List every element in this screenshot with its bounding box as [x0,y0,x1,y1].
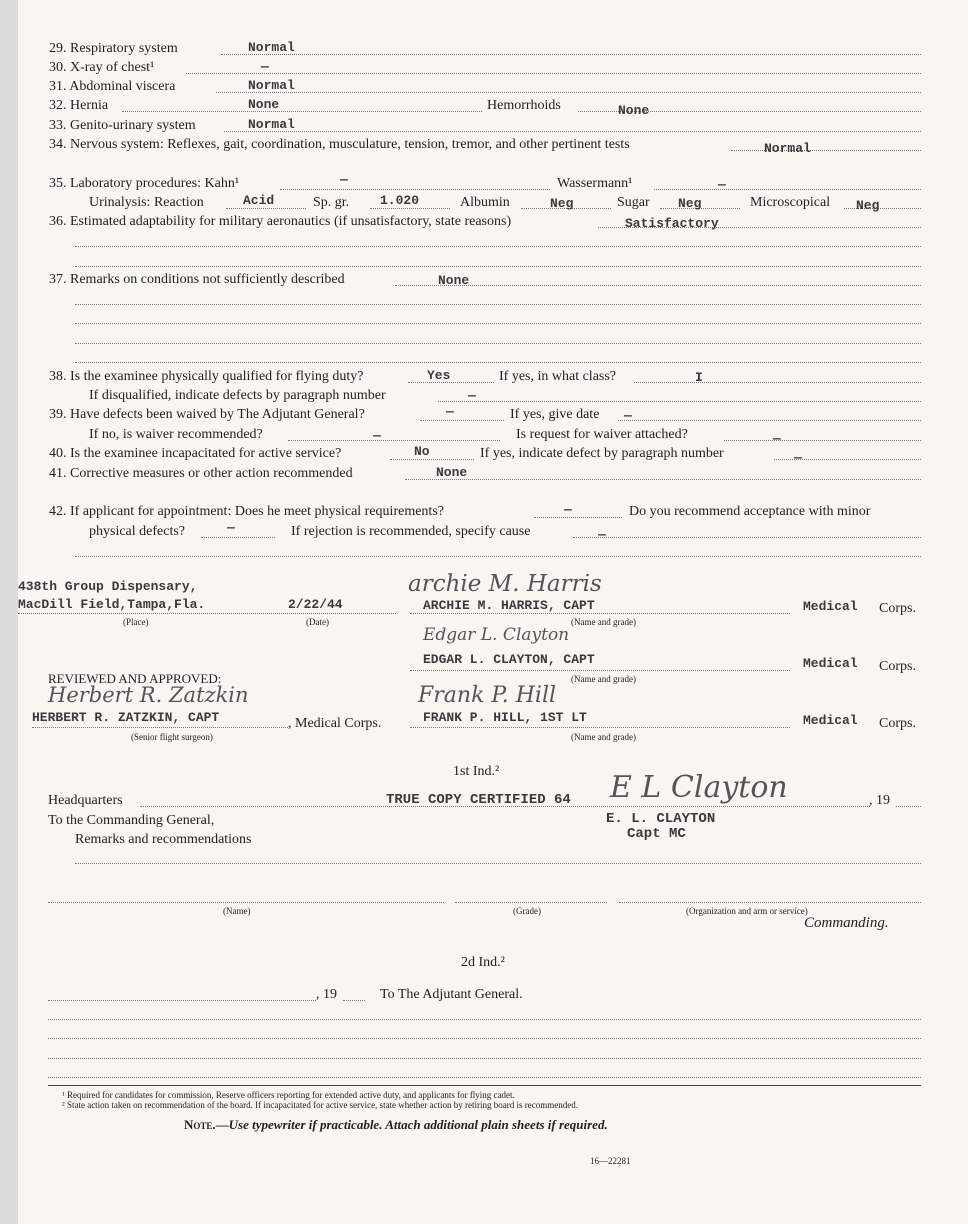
sp-gr-value: 1.020 [380,193,420,208]
reaction-value: Acid [243,193,275,208]
item-39b-label: If no, is waiver recommended? [89,427,263,442]
note-label: Note.— [184,1117,229,1132]
waiver-date-label: If yes, give date [510,407,600,422]
item-38b-label: If disqualified, indicate defects by paragraph number [89,388,386,403]
item-32-line [122,111,482,112]
item-32-label: 32. Hernia [49,98,109,113]
sp-gr-line [370,208,450,209]
waiver-date-value: — [624,408,632,423]
form-number: 16—22281 [590,1156,631,1166]
second-ind-line-3 [48,1058,921,1059]
examiner-3-medical: Medical [803,713,858,728]
remarks-line-1 [75,863,921,864]
item-38b-line [438,401,921,402]
item-29-value: Normal [248,40,295,55]
examiner-2-line [410,670,790,671]
flying-class-line [634,382,921,383]
hemorrhoids-value: None [618,103,650,118]
item-38-label: 38. Is the examinee physically qualified for flying duty? [49,369,364,384]
urinalysis-label: Urinalysis: Reaction [89,195,204,210]
item-37-extra-line-2 [75,323,921,324]
sp-gr-label: Sp. gr. [313,195,350,210]
examiner-2-caption: (Name and grade) [571,674,636,684]
physical-defects-line [201,537,275,538]
examiner-3-name: FRANK P. HILL, 1ST LT [423,710,587,725]
examiner-2-name: EDGAR L. CLAYTON, CAPT [423,652,595,667]
second-ind-year-line [343,1000,365,1001]
item-34-label: 34. Nervous system: Reflexes, gait, coordination, musculature, tension, tremor, and other pertinent tests [49,137,630,152]
item-37-line [395,285,921,286]
item-30-value: — [261,59,269,74]
footnote-1: ¹ Required for candidates for commission, Reserve officers reporting for extended active duty, and applicants for flying cadet. [62,1090,515,1100]
item-35-kahn-line [280,189,550,190]
waiver-attached-line [724,440,921,441]
name-line [48,902,444,903]
senior-surgeon-name: HERBERT R. ZATZKIN, CAPT [32,710,220,725]
examiner-3-signature: Frank P. Hill [418,683,557,708]
grade-line [455,902,607,903]
second-ind-line-1 [48,1019,921,1020]
item-42-extra-line [75,556,921,557]
examiner-2-medical: Medical [803,656,858,671]
item-40-value: No [414,444,430,459]
item-41-value: None [436,465,468,480]
item-33-label: 33. Genito-urinary system [49,118,196,133]
sugar-value: Neg [678,196,702,211]
physical-defects-label: physical defects? [89,524,186,539]
rejection-cause-value: — [598,527,606,542]
incapacity-defect-value: — [794,450,802,465]
item-42-label: 42. If applicant for appointment: Does he meet physical requirements? [49,504,444,519]
physical-defects-value: — [227,520,235,535]
examiner-1-signature: archie M. Harris [408,571,602,597]
item-31-label: 31. Abdominal viscera [49,79,176,94]
examiner-3-line [410,727,790,728]
place-caption: (Place) [123,617,149,627]
item-41-line [405,479,921,480]
examiner-1-medical: Medical [803,599,858,614]
item-36-extra-line-2 [75,266,921,267]
senior-surgeon-signature: Herbert R. Zatzkin [48,683,249,707]
second-ind-title: 2d Ind.² [461,955,505,970]
flying-class-label: If yes, in what class? [499,369,617,384]
item-39b-line [288,440,500,441]
rejection-cause-line [573,537,921,538]
to-commanding-general: To the Commanding General, [48,813,215,828]
second-ind-year: , 19 [316,987,337,1002]
examiner-1-corps: Corps. [879,601,916,616]
item-34-line [731,150,921,151]
item-29-line [221,54,921,55]
senior-medical-corps: , Medical Corps. [288,716,382,731]
remarks-recommendations: Remarks and recommendations [75,832,252,847]
note-heading [184,1117,608,1133]
waiver-date-line [618,420,921,421]
item-36-value: Satisfactory [625,216,719,231]
albumin-label: Albumin [460,195,510,210]
place-line-2: MacDill Field,Tampa,Fla. [18,597,206,612]
examiner-3-caption: (Name and grade) [571,732,636,742]
waiver-attached-value: — [773,431,781,446]
kahn-value: — [340,172,348,187]
minor-defects-label: Do you recommend acceptance with minor [629,504,871,519]
organization-caption: (Organization and arm or service) [686,906,808,916]
senior-surgeon-line [32,727,288,728]
waiver-attached-label: Is request for waiver attached? [516,427,688,442]
item-30-line [186,73,921,74]
item-41-label: 41. Corrective measures or other action recommended [49,466,353,481]
hemorrhoids-label: Hemorrhoids [487,98,561,113]
examiner-1-name: ARCHIE M. HARRIS, CAPT [423,598,595,613]
form-page [18,0,968,1224]
item-32-value: None [248,97,280,112]
item-36-extra-line-1 [75,246,921,247]
reviewed-approved-label: REVIEWED AND APPROVED: [48,671,222,686]
reaction-line [226,208,306,209]
item-29-label: 29. Respiratory system [49,41,178,56]
to-adjutant-general: To The Adjutant General. [380,987,523,1002]
microscopical-label: Microscopical [750,195,831,210]
item-39-label: 39. Have defects been waived by The Adjutant General? [49,407,365,422]
examiner-2-signature: Edgar L. Clayton [423,625,570,645]
item-31-line [216,92,921,93]
place-line-1: 438th Group Dispensary, [18,579,198,594]
second-ind-line-4 [48,1077,921,1078]
place-date-line [18,613,396,614]
item-38-line [408,382,494,383]
senior-surgeon-caption: (Senior flight surgeon) [131,732,213,742]
grade-caption: (Grade) [513,906,541,916]
rejection-cause-label: If rejection is recommended, specify cause [291,524,531,539]
albumin-value: Neg [550,196,574,211]
first-ind-title: 1st Ind.² [453,764,500,779]
examiner-2-corps: Corps. [879,659,916,674]
second-ind-date-line [48,1000,316,1001]
second-ind-line-2 [48,1038,921,1039]
flying-class-value: I [695,370,703,385]
item-42-value: — [564,502,572,517]
item-36-label: 36. Estimated adaptability for military aeronautics (if unsatisfactory, state reasons) [49,214,512,229]
exam-date: 2/22/44 [288,597,343,612]
name-caption: (Name) [223,906,251,916]
item-39b-value: — [373,428,381,443]
first-ind-year: , 19 [869,793,890,808]
examiner-1-caption: (Name and grade) [571,617,636,627]
certifier-rank: Capt MC [627,826,686,842]
certifier-signature: E L Clayton [610,770,788,805]
note-text: Use typewriter if practicable. Attach additional plain sheets if required. [228,1117,608,1132]
true-copy-certified: TRUE COPY CERTIFIED 64 [386,792,571,808]
certifier-name: E. L. CLAYTON [606,811,716,827]
sugar-label: Sugar [617,195,650,210]
date-caption: (Date) [306,617,329,627]
item-40-label: 40. Is the examinee incapacitated for active service? [49,446,342,461]
item-37-extra-line-3 [75,343,921,344]
examiner-1-line [410,613,790,614]
footnote-2: ² State action taken on recommendation of the board. If incapacitated for active service, state whether action by retiring board is recommended. [62,1100,578,1110]
item-37-extra-line-1 [75,304,921,305]
item-38-value: Yes [427,368,451,383]
item-37-label: 37. Remarks on conditions not sufficiently described [49,272,345,287]
item-42-line [534,517,622,518]
item-37-extra-line-4 [75,362,921,363]
item-35-label: 35. Laboratory procedures: Kahn¹ [49,176,240,191]
footnote-divider [48,1085,921,1086]
commanding-label: Commanding. [804,915,889,931]
examiner-3-corps: Corps. [879,716,916,731]
wassermann-line [654,189,921,190]
item-37-value: None [438,273,470,288]
microscopical-value: Neg [856,198,880,213]
headquarters-label: Headquarters [48,793,123,808]
wassermann-value: — [718,177,726,192]
wassermann-label: Wassermann¹ [557,176,633,191]
item-30-label: 30. X-ray of chest¹ [49,60,155,75]
first-ind-year-line [896,806,921,807]
incapacity-defect-label: If yes, indicate defect by paragraph number [480,446,724,461]
item-33-line [224,131,921,132]
item-31-value: Normal [248,78,295,93]
item-39-value: — [446,404,454,419]
item-40-line [390,459,474,460]
organization-line [619,902,921,903]
item-33-value: Normal [248,117,295,132]
item-39-line [420,420,504,421]
item-34-value: Normal [764,141,811,156]
item-38b-value: — [468,388,476,403]
